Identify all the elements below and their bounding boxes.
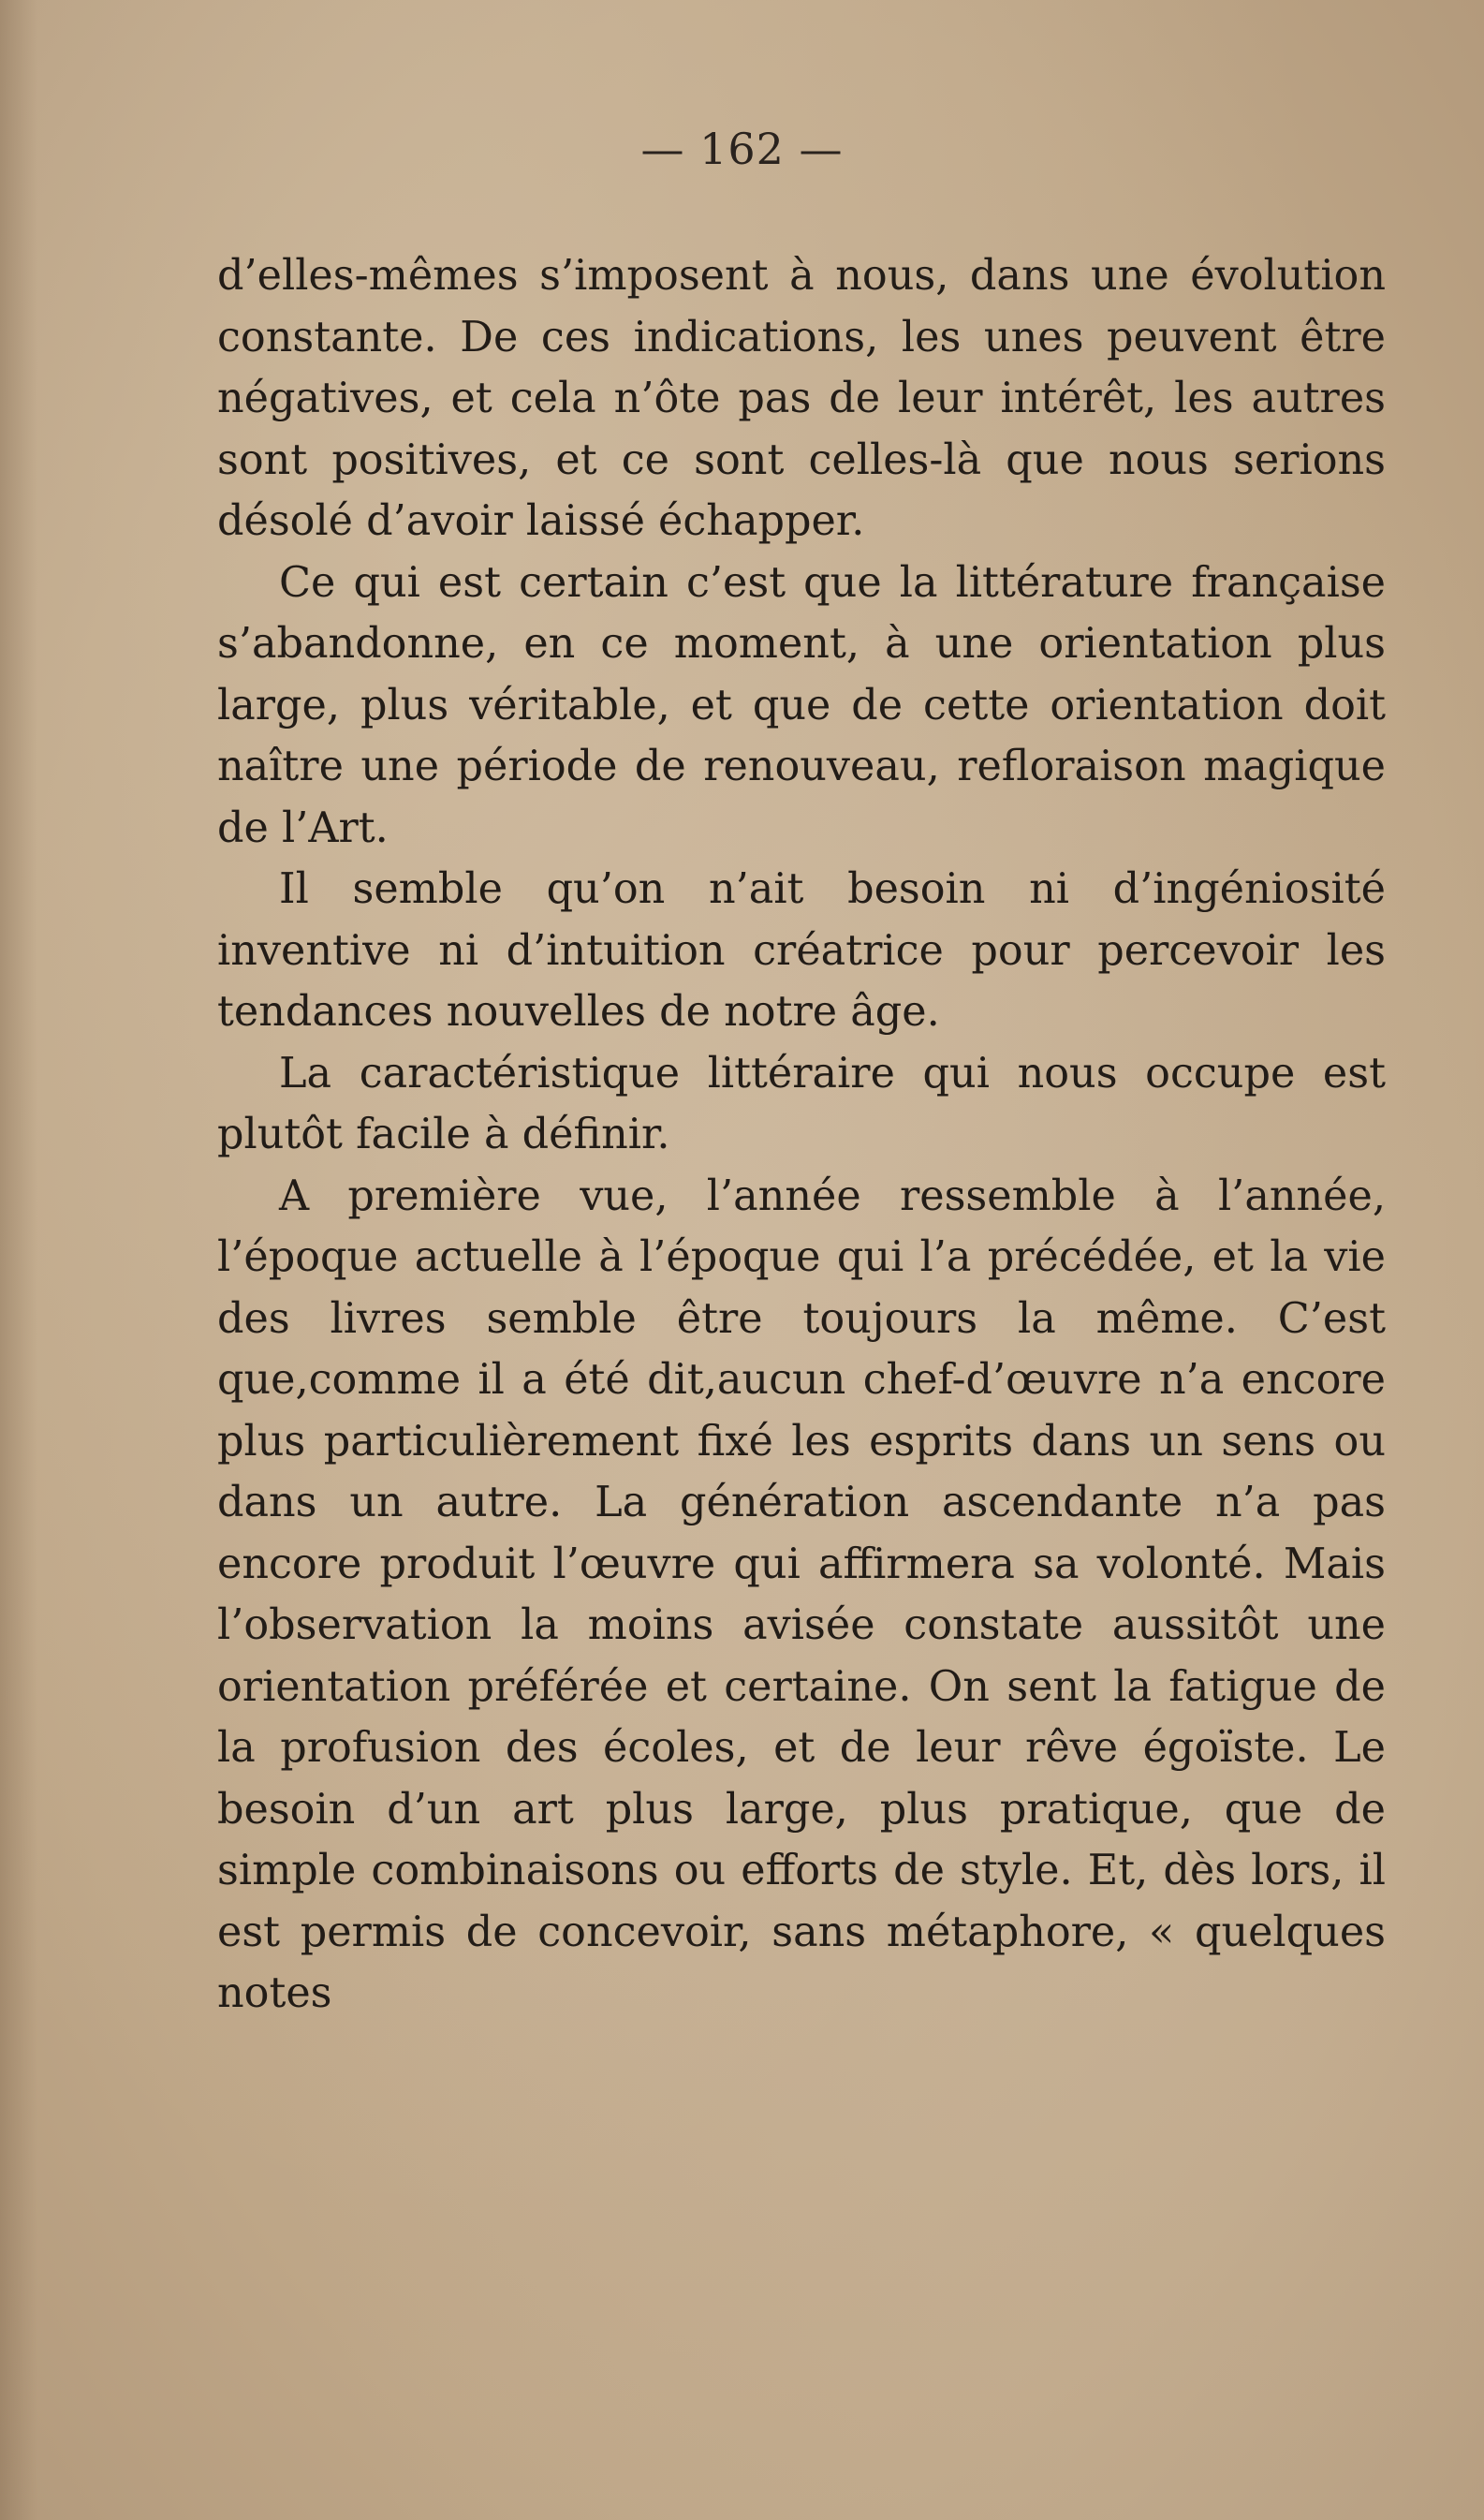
paragraph-2: Ce qui est certain c’est que la littérature française s’abandonne, en ce moment, à une orientation plus large, plus véritable, et que de cette orientation doit naître une période de renouveau, refloraison magique de l’Art. [217, 558, 1386, 852]
paragraph-5: A première vue, l’année ressemble à l’année, l’époque actuelle à l’époque qui l’a précédée, et la vie des livres semble être toujours la même. C’est que,comme il a été dit,aucun chef-d’œuvre n’a encore plus particulièrement fixé les esprits dans un sens ou dans un autre. La génération ascendante n’a pas encore produit l’œuvre qui affirmera sa volonté. Mais l’observation la moins avisée constate aussitôt une orientation préférée et certaine. On sent la fatigue de la profusion des écoles, et de leur rêve égoïste. Le besoin d’un art plus large, plus pratique, que de simple combinaisons ou efforts de style. Et, dès lors, il est permis de concevoir, sans métaphore, « quelques notes [217, 1172, 1386, 2017]
page-edge-shadow [0, 0, 37, 2520]
paragraph-1: d’elles-mêmes s’imposent à nous, dans une évolution constante. De ces indications, les unes peuvent être négatives, et cela n’ôte pas de leur intérêt, les autres sont positives, et ce sont celles-là que nous serions désolé d’avoir laissé échapper. [217, 252, 1386, 545]
page-number: — 162 — [640, 124, 844, 174]
paragraph-4: La caractéristique littéraire qui nous occupe est plutôt facile à définir. [217, 1049, 1386, 1158]
body-text [217, 245, 1386, 2025]
paragraph-3: Il semble qu’on n’ait besoin ni d’ingéniosité inventive ni d’intuition créatrice pour percevoir les tendances nouvelles de notre âge. [217, 865, 1386, 1036]
